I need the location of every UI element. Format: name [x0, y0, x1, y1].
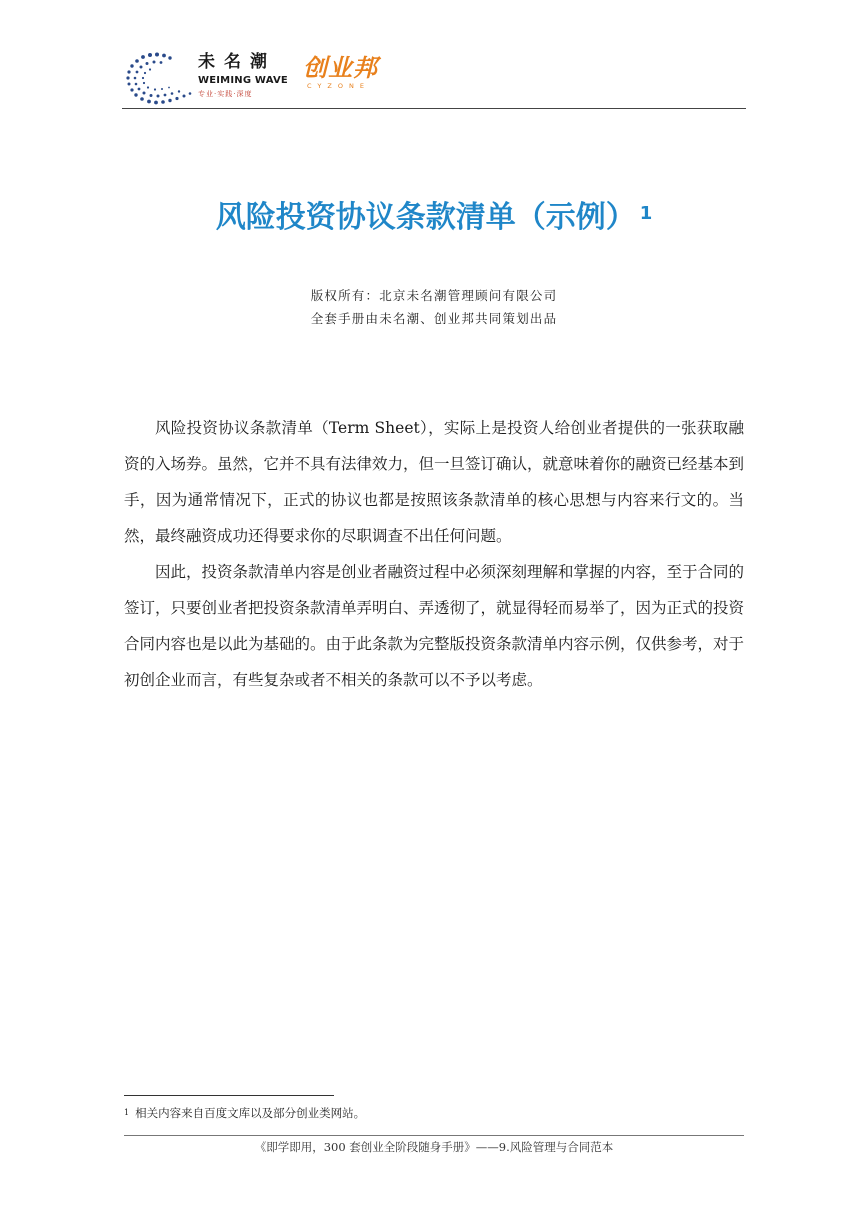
weiming-wave-logo	[198, 52, 288, 99]
footnote	[124, 1104, 365, 1122]
paragraph-2: 因此，投资条款清单内容是创业者融资过程中必须深刻理解和掌握的内容，至于合同的签订，只要创业者把投资条款清单弄明白、弄透彻了，就显得轻而易举了，因为正式的投资合同内容也是以此为基础的。由于此条款为完整版投资条款清单内容示例，仅供参考，对于初创企业而言，有些复杂或者不相关的条款可以不予以考虑。	[124, 563, 745, 689]
title-footnote-mark: 1	[639, 203, 653, 224]
footnote-mark: 1	[124, 1108, 130, 1117]
document-title	[0, 196, 868, 240]
copyright-line-1: 版权所有：北京未名潮管理顾问有限公司	[310, 288, 558, 303]
cyzone-name-en: CYZONE	[307, 82, 370, 90]
cyzone-logo	[303, 54, 378, 91]
cyzone-name-cn: 创业邦	[303, 54, 378, 82]
footnote-divider	[124, 1095, 334, 1096]
page-footer	[0, 1138, 868, 1156]
document-title-text: 风险投资协议条款清单（示例）	[215, 200, 636, 235]
footer-divider	[124, 1135, 744, 1136]
paragraph-1: 风险投资协议条款清单（Term Sheet），实际上是投资人给创业者提供的一张获取融资的入场券。虽然，它并不具有法律效力，但一旦签订确认，就意味着你的融资已经基本到手，因为通常情况下，正式的协议也都是按照该条款清单的核心思想与内容来行文的。当然，最终融资成功还得要求你的尽职调查不出任何问题。	[124, 419, 745, 545]
copyright-line-2: 全套手册由未名潮、创业邦共同策划出品	[310, 311, 558, 326]
copyright-block	[0, 284, 868, 330]
page-header	[122, 44, 746, 109]
weiming-wave-logo-icon	[122, 50, 194, 106]
weiming-name-cn: 未名潮	[198, 52, 276, 72]
weiming-name-en: WEIMING WAVE	[198, 75, 288, 86]
footnote-text: 相关内容来自百度文库以及部分创业类网站。	[135, 1106, 366, 1120]
body-text	[124, 410, 744, 698]
footer-text: 《即学即用，300 套创业全阶段随身手册》——9.风险管理与合同范本	[254, 1140, 614, 1154]
weiming-tagline: 专业·实践·深度	[198, 90, 253, 98]
